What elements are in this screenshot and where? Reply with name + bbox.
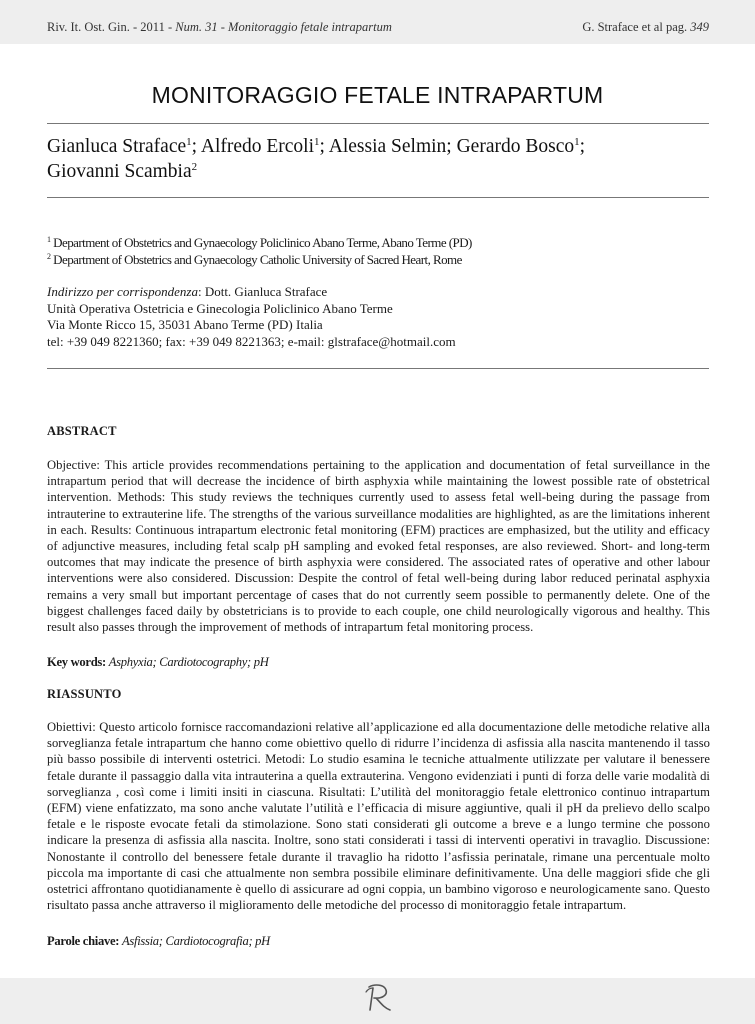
running-header-authors <box>582 20 709 35</box>
page-number: 349 <box>690 20 709 34</box>
authors-divider <box>47 197 709 198</box>
affiliation-text: Department of Obstetrics and Gynaecology Catholic University of Sacred Heart, Rome <box>50 252 462 267</box>
keywords-label: Parole chiave: <box>47 934 123 948</box>
correspondence-label: Indirizzo per corrispondenza <box>47 284 198 299</box>
riassunto-text: Obiettivi: Questo articolo fornisce raccomandazioni relative all’applicazione ed alla documentazione delle metodiche relative alla sorveglianza fetale intrapartum che hanno come obiettivo quello di ridurre l’incidenza di asfissia alla nascita mantenendo il tasso più basso possibile di interventi ostetrici. Metodi: Lo studio esamina le tecniche attualmente utilizzate per valutare il benessere fetale durante il passaggio dalla vita intrauterina a quella extrauterina. Vengono evidenziati i punti di forza delle varie modalità di sorveglianza , così come i limiti insiti in ciascuna. Risultati: L’utilità del monitoraggio fetale elettronico continuo intrapartum (EFM) viene enfatizzato, ma sono anche valutate l’utilità e l’efficacia di misure aggiuntive, quali il pH da prelievo dello scalpo fetale e le risposte evocate fetali da stimolazione. Sono stati considerati gli outcome a breve e a lungo termine che possono indicare la presenza di asfissia alla nascita. Inoltre, sono stati considerati i tassi di interventi operativi in travaglio. Discussione: Nonostante il controllo del benessere fetale durante il travaglio ha ridotto l’asfissia perinatale, rimane una percentuale molto piccola ma importante di casi che attualmente non sembra possibile eliminare definitivamente. Una delle maggiori sfide che gli ostetrici affrontano quotidianamente è quello di assicurare ad ogni coppia, un bambino vigoroso e neurologicamente sano. Questo risultato passa anche attraverso il miglioramento delle metodiche del processo di monitoraggio fetale intrapartum. <box>47 720 710 913</box>
affiliation-mark: 1 <box>47 235 51 244</box>
affiliations <box>47 234 709 268</box>
author-separator: ; <box>446 136 457 157</box>
correspondence-unit: Unità Operativa Ostetricia e Ginecologia Policlinico Abano Terme <box>47 300 393 316</box>
correspondence-block <box>47 284 709 350</box>
author-name: Giovanni Scambia <box>47 161 192 182</box>
author-name: Gerardo Bosco <box>456 136 575 157</box>
author-separator: ; <box>579 136 586 157</box>
running-header-journal <box>47 20 392 35</box>
running-authors: G. Straface et al pag. <box>582 20 691 34</box>
abstract-heading: ABSTRACT <box>47 424 117 438</box>
correspondence-divider <box>47 368 709 369</box>
correspondence-name: : Dott. Gianluca Straface <box>197 284 328 299</box>
keywords-label: Key words: <box>47 655 109 669</box>
abstract-keywords <box>47 654 709 670</box>
keywords-value: Asfissia; Cardiotocografia; pH <box>122 934 270 948</box>
author-list <box>47 134 709 184</box>
affiliation-item <box>47 234 709 251</box>
affiliation-mark: 2 <box>47 252 51 261</box>
author-name: Alfredo Ercoli <box>200 136 315 157</box>
author-separator: ; <box>319 136 329 157</box>
affiliation-item <box>47 251 709 268</box>
abstract-text: Objective: This article provides recommendations pertaining to the application and documentation of fetal surveillance in the intrapartum period that will decrease the incidence of birth asphyxia while maintaining the lowest possible rate of obstetrical intervention. Methods: This study reviews the techniques currently used to assess fetal well-being during the passage from intrauterine to extrauterine life. The strengths of the various surveillance modalities are highlighted, as are the limitations inherent in each. Results: Continuous intrapartum electronic fetal monitoring (EFM) practices are emphasized, but the utility and efficacy of adjunctive measures, including fetal scalp pH sampling and evoked fetal responses, are also reviewed. Short- and long-term outcomes that may indicate the presence of birth asphyxia were considered. The associated rates of operative and other labour interventions were also considered. Discussion: Despite the control of fetal well-being during labor reduced perinatal asphyxia remains a very small but important percentage of cases that do not currently seem possible to permanently delete. One of the biggest challenges faced daily by obstetricians is to provide to each couple, one child neurologically vigorous and healthy. This result also passes through the improvement of methods of intrapartum fetal monitoring process. <box>47 458 710 635</box>
title-divider <box>47 123 709 124</box>
author-affiliation-mark: 2 <box>191 161 198 173</box>
keywords-value: Asphyxia; Cardiotocography; pH <box>108 655 269 669</box>
author-separator: ; <box>191 136 201 157</box>
riassunto-heading: RIASSUNTO <box>47 687 122 701</box>
author-affiliation-mark: 1 <box>186 136 192 148</box>
journal-monogram-icon <box>360 980 396 1016</box>
author-affiliation-mark: 1 <box>574 136 580 148</box>
journal-issue-title: Num. 31 - Monitoraggio fetale intrapartum <box>175 20 392 34</box>
author-name: Alessia Selmin <box>328 136 447 157</box>
journal-citation: Riv. It. Ost. Gin. - 2011 - <box>47 20 176 34</box>
correspondence-contact: tel: +39 049 8221360; fax: +39 049 8221363; e-mail: glstraface@hotmail.com <box>47 333 456 349</box>
affiliation-text: Department of Obstetrics and Gynaecology Policlinico Abano Terme, Abano Terme (PD) <box>50 235 472 250</box>
article-title: MONITORAGGIO FETALE INTRAPARTUM <box>151 82 604 108</box>
riassunto-keywords <box>47 933 709 949</box>
author-name: Gianluca Straface <box>47 136 187 157</box>
author-affiliation-mark: 1 <box>314 136 320 148</box>
correspondence-address: Via Monte Ricco 15, 35031 Abano Terme (PD) Italia <box>47 317 323 332</box>
